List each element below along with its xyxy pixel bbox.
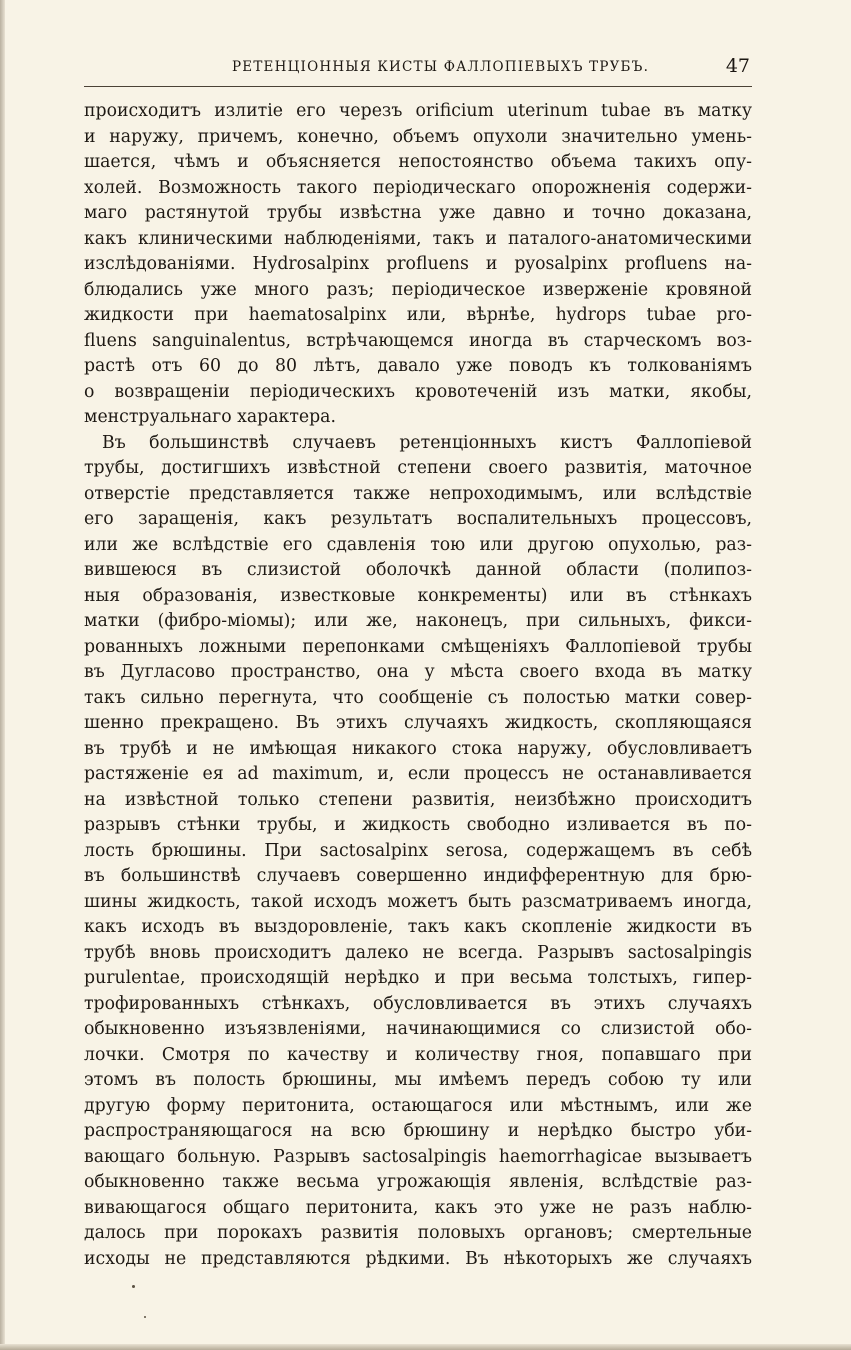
- page-number: 47: [725, 55, 750, 77]
- text-line: или же вслѣдствiе его сдавленiя тою или другою опухолью, раз-: [84, 534, 752, 555]
- text-line: далось при порокахъ развитiя половыхъ органовъ; смертельные: [84, 1223, 752, 1243]
- text-line: такъ сильно перегнута, что сообщенiе съ полостью матки совер-: [84, 687, 752, 708]
- text-line: и наружу, причемъ, конечно, объемъ опухоли значительно умень-: [84, 126, 752, 147]
- text-line: ныя образованiя, известковые конкременты) или въ стѣнкахъ: [84, 585, 752, 606]
- text-line: fluens sanguinalentus, встрѣчающемся иногда въ старческомъ воз-: [84, 330, 752, 351]
- text-line: холей. Возможность такого перiодическаго опорожненiя содержи-: [84, 177, 752, 198]
- text-line: въ Дугласово пространство, она у мѣста своего входа въ матку: [84, 662, 752, 682]
- text-line: трофированныхъ стѣнкахъ, обусловливается въ этихъ случаяхъ: [84, 993, 752, 1014]
- text-line: шается, чѣмъ и объясняется непостоянство объема такихъ опу-: [84, 152, 752, 172]
- page-binding-edge: [0, 0, 5, 1350]
- text-line: какъ исходъ въ выздоровленiе, такъ какъ скопленiе жидкости въ: [84, 917, 752, 937]
- text-line: исходы не представляются рѣдкими. Въ нѣкоторыхъ же случаяхъ: [84, 1248, 752, 1269]
- text-line: маго растянутой трубы извѣстна уже давно и точно доказана,: [84, 203, 752, 223]
- text-line: трубы, достигшихъ извѣстной степени своего развитiя, маточное: [84, 458, 752, 478]
- body-text: [84, 99, 752, 1272]
- text-line: рованныхъ ложными перепонками смѣщенiяхъ Фаллопiевой трубы: [84, 636, 752, 657]
- page-header: [84, 55, 756, 85]
- text-line: вающаго больную. Разрывъ sactosalpingis haemorrhagicae вызываетъ: [84, 1146, 752, 1167]
- text-line: обыкновенно изъязвленiями, начинающимися со слизистой обо-: [84, 1019, 752, 1039]
- text-line: шенно прекращено. Въ этихъ случаяхъ жидкость, скопляющаяся: [84, 713, 752, 733]
- text-line: блюдались уже много разъ; перiодическое изверженiе кровяной: [84, 279, 752, 300]
- text-line: purulentae, происходящiй нерѣдко и при весьма толстыхъ, гипер-: [84, 968, 752, 988]
- ink-speck: [144, 1316, 146, 1318]
- text-line: жидкости при haematosalpinx или, вѣрнѣе, hydrops tubae pro-: [84, 305, 752, 325]
- text-line: лость брюшины. При sactosalpinx serosa, содержащемъ въ себѣ: [84, 840, 752, 861]
- text-line: его заращенiя, какъ результатъ воспалительныхъ процессовъ,: [84, 509, 752, 529]
- text-line: обыкновенно также весьма угрожающiя явленiя, вслѣдствiе раз-: [84, 1172, 752, 1192]
- text-line: трубѣ вновь происходитъ далеко не всегда. Разрывъ sactosalpingis: [84, 942, 752, 963]
- text-line: на извѣстной только степени развитiя, неизбѣжно происходитъ: [84, 789, 752, 810]
- text-line: этомъ въ полость брюшины, мы имѣемъ передъ собою ту или: [84, 1070, 752, 1090]
- page-bottom-edge: [0, 1344, 851, 1350]
- text-line: лочки. Смотря по качеству и количеству гноя, попавшаго при: [84, 1044, 752, 1065]
- text-line: менструальнаго характера.: [84, 407, 336, 427]
- text-line: разрывъ стѣнки трубы, и жидкость свободно изливается въ по-: [84, 815, 752, 835]
- text-line: шины жидкость, такой исходъ можетъ быть разсматриваемъ иногда,: [84, 891, 752, 912]
- text-line: матки (фибро-мiомы); или же, наконецъ, при сильныхъ, фикси-: [84, 611, 752, 631]
- ink-speck: [132, 1285, 135, 1288]
- paragraph-first-line: Въ большинствѣ случаевъ ретенцiонныхъ кистъ Фаллопiевой: [102, 432, 752, 453]
- text-line: въ трубѣ и не имѣющая никакого стока наружу, обусловливаетъ: [84, 738, 752, 759]
- text-line: о возвращенiи перiодическихъ кровотеченiй изъ матки, якобы,: [84, 381, 752, 402]
- text-line: вившеюся въ слизистой оболочкѣ данной области (полипоз-: [84, 560, 752, 580]
- running-head: РЕТЕНЦIОННЫЯ КИСТЫ ФАЛЛОПIЕВЫХЪ ТРУБЪ.: [232, 59, 650, 75]
- text-line: изслѣдованiями. Hydrosalpinx profluens и pyosalpinx profluens на-: [84, 254, 752, 274]
- text-line: вивающагося общаго перитонита, какъ это уже не разъ наблю-: [84, 1197, 752, 1218]
- text-line: растяженiе ея ad maximum, и, если процессъ не останавливается: [84, 764, 752, 784]
- text-line: въ большинствѣ случаевъ совершенно индифферентную для брю-: [84, 866, 752, 886]
- text-line: растѣ отъ 60 до 80 лѣтъ, давало уже поводъ къ толкованiямъ: [84, 356, 752, 376]
- header-rule: [84, 86, 752, 87]
- text-line: какъ клиническими наблюденiями, такъ и паталого-анатомическими: [84, 228, 752, 249]
- text-line: другую форму перитонита, остающагося или мѣстнымъ, или же: [84, 1095, 752, 1116]
- text-line: отверстiе представляется также непроходимымъ, или вслѣдствiе: [84, 483, 752, 504]
- text-line: происходитъ излитiе его черезъ orificium uterinum tubae въ матку: [84, 101, 752, 121]
- text-line: распространяющагося на всю брюшину и нерѣдко быстро уби-: [84, 1121, 752, 1141]
